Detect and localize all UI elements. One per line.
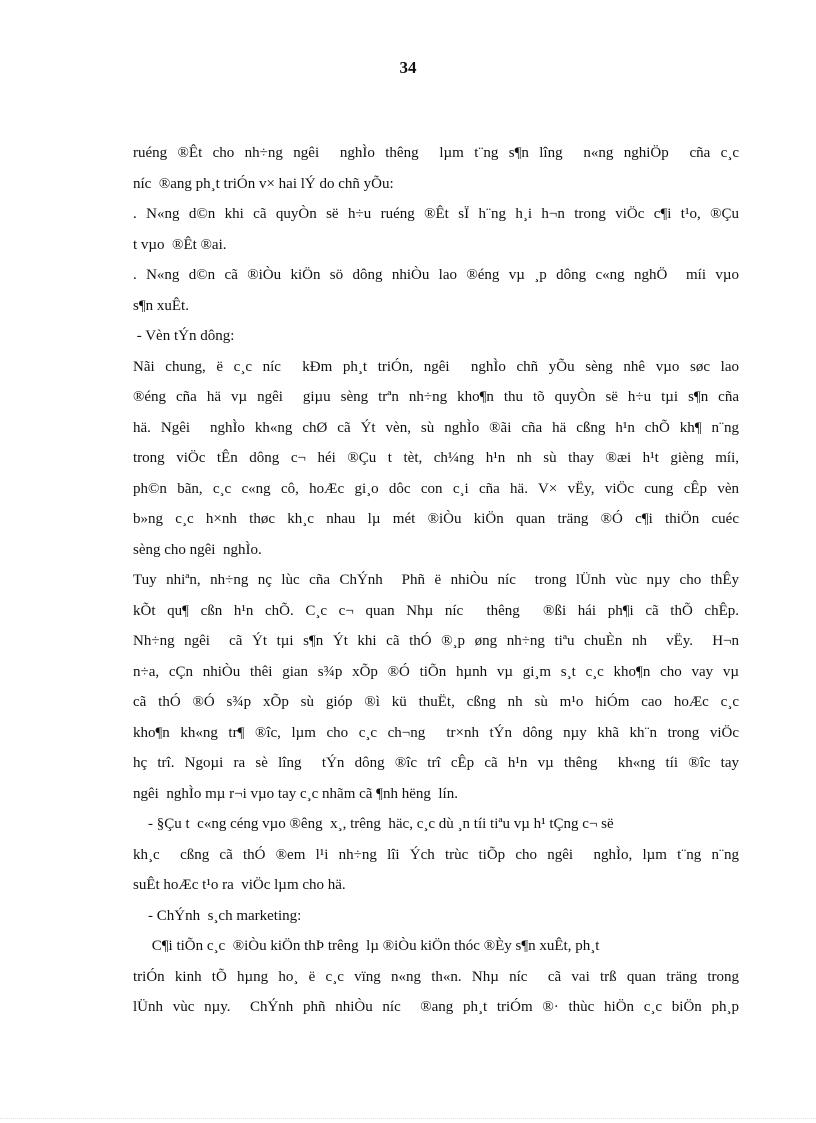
page-bottom-divider: [0, 1118, 816, 1119]
text-line: Nãi chung, ë c¸c níc kÐm ph¸t triÓn, ngêi nghÌo chñ yÕu sèng nhê vµo søc lao: [133, 358, 739, 375]
text-line: lÜnh vùc nµy. ChÝnh phñ nhiÒu níc ®ang ph¸t triÓm ®· thùc hiÖn c¸c biÖn ph¸p: [133, 999, 739, 1015]
text-line: . N«ng d©n cã ®iÒu kiÖn sö dông nhiÒu lao ®éng vµ ¸p dông c«ng nghÖ míi vµo: [133, 267, 739, 283]
text-line: ph©n bãn, c¸c c«ng cô, hoÆc gi¸o dôc con c¸i cña hä. V× vËy, viÖc cung cÊp vèn: [133, 480, 739, 497]
text-line: ngêi nghÌo mµ r¬i vµo tay c¸c nhãm cã ¶nh hëng lín.: [133, 785, 458, 802]
section-heading: - ChÝnh s¸ch marketing:: [133, 907, 302, 924]
text-line: Tuy nhiªn, nh÷ng nç lùc cña ChÝnh Phñ ë nhiÒu níc trong lÜnh vùc nµy cho thÊy: [133, 572, 739, 588]
text-line: Nh÷ng ngêi cã Ýt tµi s¶n Ýt khi cã thÓ ®¸p øng nh÷ng tiªu chuÈn nh vËy. H¬n: [133, 633, 739, 649]
text-line: kh¸c cßng cã thÓ ®em l¹i nh÷ng lîi Ých trùc tiÕp cho ngêi nghÌo, lµm t¨ng n¨ng: [133, 846, 739, 863]
text-line: triÓn kinh tÕ hµng ho¸ ë c¸c vïng n«ng th«n. Nhµ níc cã vai trß quan träng trong: [133, 968, 739, 985]
section-heading: - Vèn tÝn dông:: [133, 328, 235, 344]
text-line: t vµo ®Êt ®ai.: [133, 236, 227, 253]
text-line: suÊt hoÆc t¹o ra viÖc lµm cho hä.: [133, 877, 346, 893]
text-line: s¶n xuÊt.: [133, 297, 189, 314]
text-line: trong viÖc tÊn dông c¬ héi ®Çu t tèt, ch¼ng h¹n nh sù thay ®æi h¹t gièng míi,: [133, 450, 739, 466]
page-number: 34: [399, 58, 417, 77]
text-line: kho¶n kh«ng tr¶ ®îc, lµm cho c¸c ch¬ng tr×nh tÝn dông nµy khã kh¨n trong viÖc: [133, 724, 739, 741]
text-line: níc ®ang ph¸t triÓn v× hai lÝ do chñ yÕu:: [133, 175, 394, 192]
body-text: [133, 138, 739, 1023]
text-line: b»ng c¸c h×nh thøc kh¸c nhau lµ mét ®iÒu kiÖn quan träng ®Ó c¶i thiÖn cuéc: [133, 511, 739, 527]
text-line: cã thÓ ®Ó s¾p xÕp sù gióp ®ì kü thuËt, cßng nh sù m¹o hiÓm cao hoÆc c¸c: [133, 694, 739, 710]
text-line: kÕt qu¶ cßn h¹n chÕ. C¸c c¬ quan Nhµ níc thêng ®ßi hái ph¶i cã thÕ chÊp.: [133, 602, 739, 619]
text-line: - §Çu t c«ng céng vµo ®êng x¸, trêng häc, c¸c dù ¸n tíi tiªu vµ h¹ tÇng c¬ së: [133, 816, 614, 832]
text-line: ®éng cña hä vµ ngêi giµu sèng trªn nh÷ng kho¶n thu tõ quyÒn së h÷u tµi s¶n cña: [133, 389, 739, 405]
text-line: ruéng ®Êt cho nh÷ng ngêi nghÌo thêng lµm t¨ng s¶n lîng n«ng nghiÖp cña c¸c: [133, 145, 739, 161]
text-line: C¶i tiÕn c¸c ®iÒu kiÖn thÞ trêng lµ ®iÒu kiÖn thóc ®Èy s¶n xuÊt, ph¸t: [133, 938, 600, 954]
text-line: . N«ng d©n khi cã quyÒn së h÷u ruéng ®Êt sÏ h¨ng h¸i h¬n trong viÖc c¶i t¹o, ®Çu: [133, 206, 739, 222]
text-line: n÷a, cÇn nhiÒu thêi gian s¾p xÕp ®Ó tiÕn hµnh vµ gi¸m s¸t c¸c kho¶n cho vay vµ: [133, 663, 739, 680]
text-line: hä. Ngêi nghÌo kh«ng chØ cã Ýt vèn, sù nghÌo ®ãi cña hä cßng h¹n chÕ kh¶ n¨ng: [133, 419, 739, 436]
text-line: hç trî. Ngoµi ra sè lîng tÝn dông ®îc trî cÊp cã h¹n vµ thêng kh«ng tíi ®îc tay: [133, 755, 739, 771]
text-line: sèng cho ngêi nghÌo.: [133, 541, 262, 558]
